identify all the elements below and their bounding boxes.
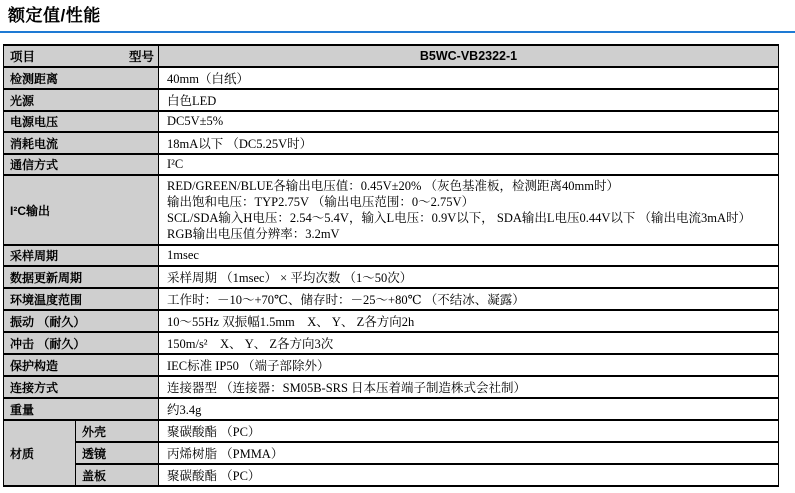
- table-row: [4, 67, 779, 89]
- material-value: 丙烯树脂 （PMMA）: [159, 442, 779, 464]
- row-label: 环境温度范围: [4, 288, 159, 310]
- row-label: 保护构造: [4, 354, 159, 376]
- i2c-line-2: 输出饱和电压：TYP2.75V （输出电压范围：0～2.75V）: [167, 195, 475, 209]
- row-label: 采样周期: [4, 245, 159, 266]
- table-row: [4, 332, 779, 354]
- header-model-value: B5WC-VB2322-1: [159, 45, 779, 67]
- table-row: [4, 398, 779, 420]
- row-value: 40mm（白纸）: [159, 67, 779, 89]
- i2c-line-3: SCL/SDA输入H电压：2.54～5.4V，输入L电压：0.9V以下， SDA输出L电压0.44V以下 （输出电流3mA时）: [167, 211, 752, 225]
- material-value: 聚碳酸酯 （PC）: [159, 464, 779, 486]
- table-row: [4, 245, 779, 266]
- row-value: 采样周期 （1msec） × 平均次数 （1～50次）: [159, 266, 779, 288]
- row-value: IEC标准 IP50 （端子部除外）: [159, 354, 779, 376]
- table-row: [4, 132, 779, 154]
- table-row: [4, 111, 779, 132]
- row-value: 1msec: [159, 245, 779, 266]
- row-value: DC5V±5%: [159, 111, 779, 132]
- table-row: [4, 354, 779, 376]
- row-label: 重量: [4, 398, 159, 420]
- title-underline-rule: [0, 31, 795, 33]
- table-row: [4, 288, 779, 310]
- material-row: [4, 420, 779, 442]
- i2c-output-row: [4, 175, 779, 245]
- row-value: 18mA以下 （DC5.25V时）: [159, 132, 779, 154]
- material-sub-label: 透镜: [76, 442, 159, 464]
- header-model-label: 型号: [128, 50, 154, 64]
- row-label: I²C输出: [4, 175, 159, 245]
- material-row: [4, 464, 779, 486]
- row-label: 消耗电流: [4, 132, 159, 154]
- row-label: 通信方式: [4, 154, 159, 175]
- row-value: 10～55Hz 双振幅1.5mm X、 Y、 Z各方向2h: [159, 310, 779, 332]
- spec-table: [3, 44, 779, 487]
- row-label: 连接方式: [4, 376, 159, 398]
- row-label: 数据更新周期: [4, 266, 159, 288]
- i2c-line-4: RGB输出电压值分辨率：3.2mV: [167, 227, 340, 241]
- row-label: 电源电压: [4, 111, 159, 132]
- header-item-model-cell: [4, 45, 159, 67]
- row-label: 检测距离: [4, 67, 159, 89]
- row-value: 工作时：－10～+70℃、储存时：－25～+80℃ （不结冰、凝露）: [159, 288, 779, 310]
- table-row: [4, 310, 779, 332]
- material-group-label: 材质: [4, 420, 76, 486]
- page-title: 额定值/性能: [8, 6, 101, 25]
- material-value: 聚碳酸酯 （PC）: [159, 420, 779, 442]
- header-item-label: 项目: [10, 50, 36, 64]
- table-row: [4, 266, 779, 288]
- row-value: 150m/s² X、 Y、 Z各方向3次: [159, 332, 779, 354]
- row-value: I²C: [159, 154, 779, 175]
- row-label: 光源: [4, 89, 159, 111]
- material-sub-label: 盖板: [76, 464, 159, 486]
- row-value: 约3.4g: [159, 398, 779, 420]
- i2c-output-value: [159, 175, 779, 245]
- row-label: 振动 （耐久）: [4, 310, 159, 332]
- row-value: 连接器型 （连接器：SM05B-SRS 日本压着端子制造株式会社制）: [159, 376, 779, 398]
- row-value: 白色LED: [159, 89, 779, 111]
- row-label: 冲击 （耐久）: [4, 332, 159, 354]
- material-sub-label: 外壳: [76, 420, 159, 442]
- table-header-row: [4, 45, 779, 67]
- table-row: [4, 376, 779, 398]
- i2c-line-1: RED/GREEN/BLUE各输出电压值：0.45V±20% （灰色基准板，检测距离40mm时）: [167, 179, 619, 193]
- table-row: [4, 154, 779, 175]
- material-row: [4, 442, 779, 464]
- table-row: [4, 89, 779, 111]
